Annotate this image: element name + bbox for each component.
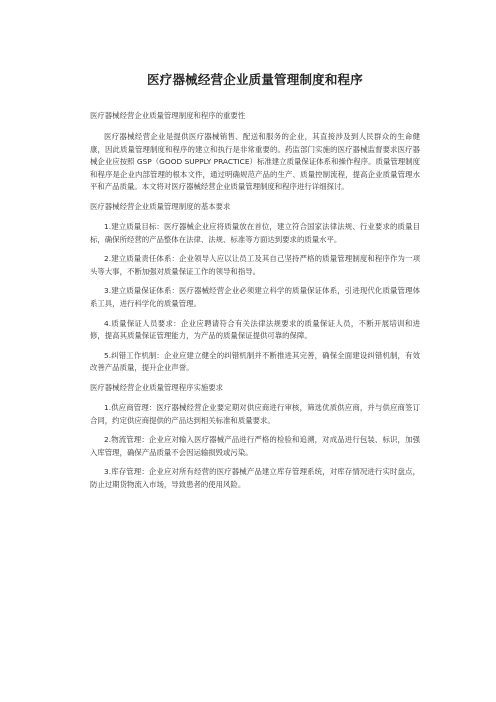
- paragraph: 2.建立质量责任体系：企业领导人应以让员工及其自己坚持严格的质量管理制度和程序作为一项头等大事，不断加强对质量保证工作的领导和指导。: [90, 254, 420, 276]
- paragraph: 2.物流管理：企业应对输入医疗器械产品进行严格的检验和追溯，对成品进行包装、标识，加强入库管理，确保产品质量不会因运输损毁或污染。: [90, 435, 420, 457]
- paragraph: 4.质量保证人员要求：企业应聘请符合有关法律法规要求的质量保证人员，不断开展培训和进修，提高其质量保证管理能力，为产品的质量保证提供可靠的保障。: [90, 318, 420, 341]
- paragraph: 3.建立质量保证体系：医疗器械经营企业必须建立科学的质量保证体系，引进现代化质量管理体系工具，进行科学化的质量管理。: [90, 286, 420, 308]
- paragraph: 1.供应商管理：医疗器械经营企业要定期对供应商进行审核，筛选优质供应商，并与供应商签订合同，约定供应商提供的产品达到相关标准和质量要求。: [90, 402, 420, 425]
- paragraph: 医疗器械经营企业是提供医疗器械销售、配送和服务的企业，其直接涉及到人民群众的生命健康，因此质量管理制度和程序的建立和执行是非常重要的。药监部门实施的医疗器械监督要求医疗器械企业应按照 GSP（GOOD SUPPLY PRACTICE）标准建立质量保证体系和操作程序。质量管理制度和程序是企业内部管理的根本文件，通过明确规范产品的生产、质量控制流程，提高企业质量管理水平和产品质量。本文将对医疗器械经营企业质量管理制度和程序进行详细探讨。: [90, 132, 420, 192]
- section-heading-importance: 医疗器械经营企业质量管理制度和程序的重要性: [90, 111, 246, 120]
- paragraph: 1.建立质量目标：医疗器械企业应将质量放在首位，建立符合国家法律法规、行业要求的质量目标，确保所经营的产品整体在法律、法规、标准等方面达到要求的质量水平。: [90, 221, 420, 244]
- section-heading-basic-requirements: 医疗器械经营企业质量管理制度的基本要求: [90, 201, 231, 211]
- paragraph: 5.纠错工作机制：企业应建立健全的纠错机制并不断推进其完善，确保全面建设纠错机制，有效改善产品质量，提升企业声誉。: [90, 350, 420, 373]
- section-heading-implementation: 医疗器械经营企业质量管理程序实施要求: [90, 382, 224, 392]
- page-title: 医疗器械经营企业质量管理制度和程序: [147, 72, 363, 87]
- paragraph: 3.库存管理：企业应对所有经营的医疗器械产品建立库存管理系统，对库存情况进行实时盘点，防止过期货物流入市场，导致患者的使用风险。: [90, 467, 420, 489]
